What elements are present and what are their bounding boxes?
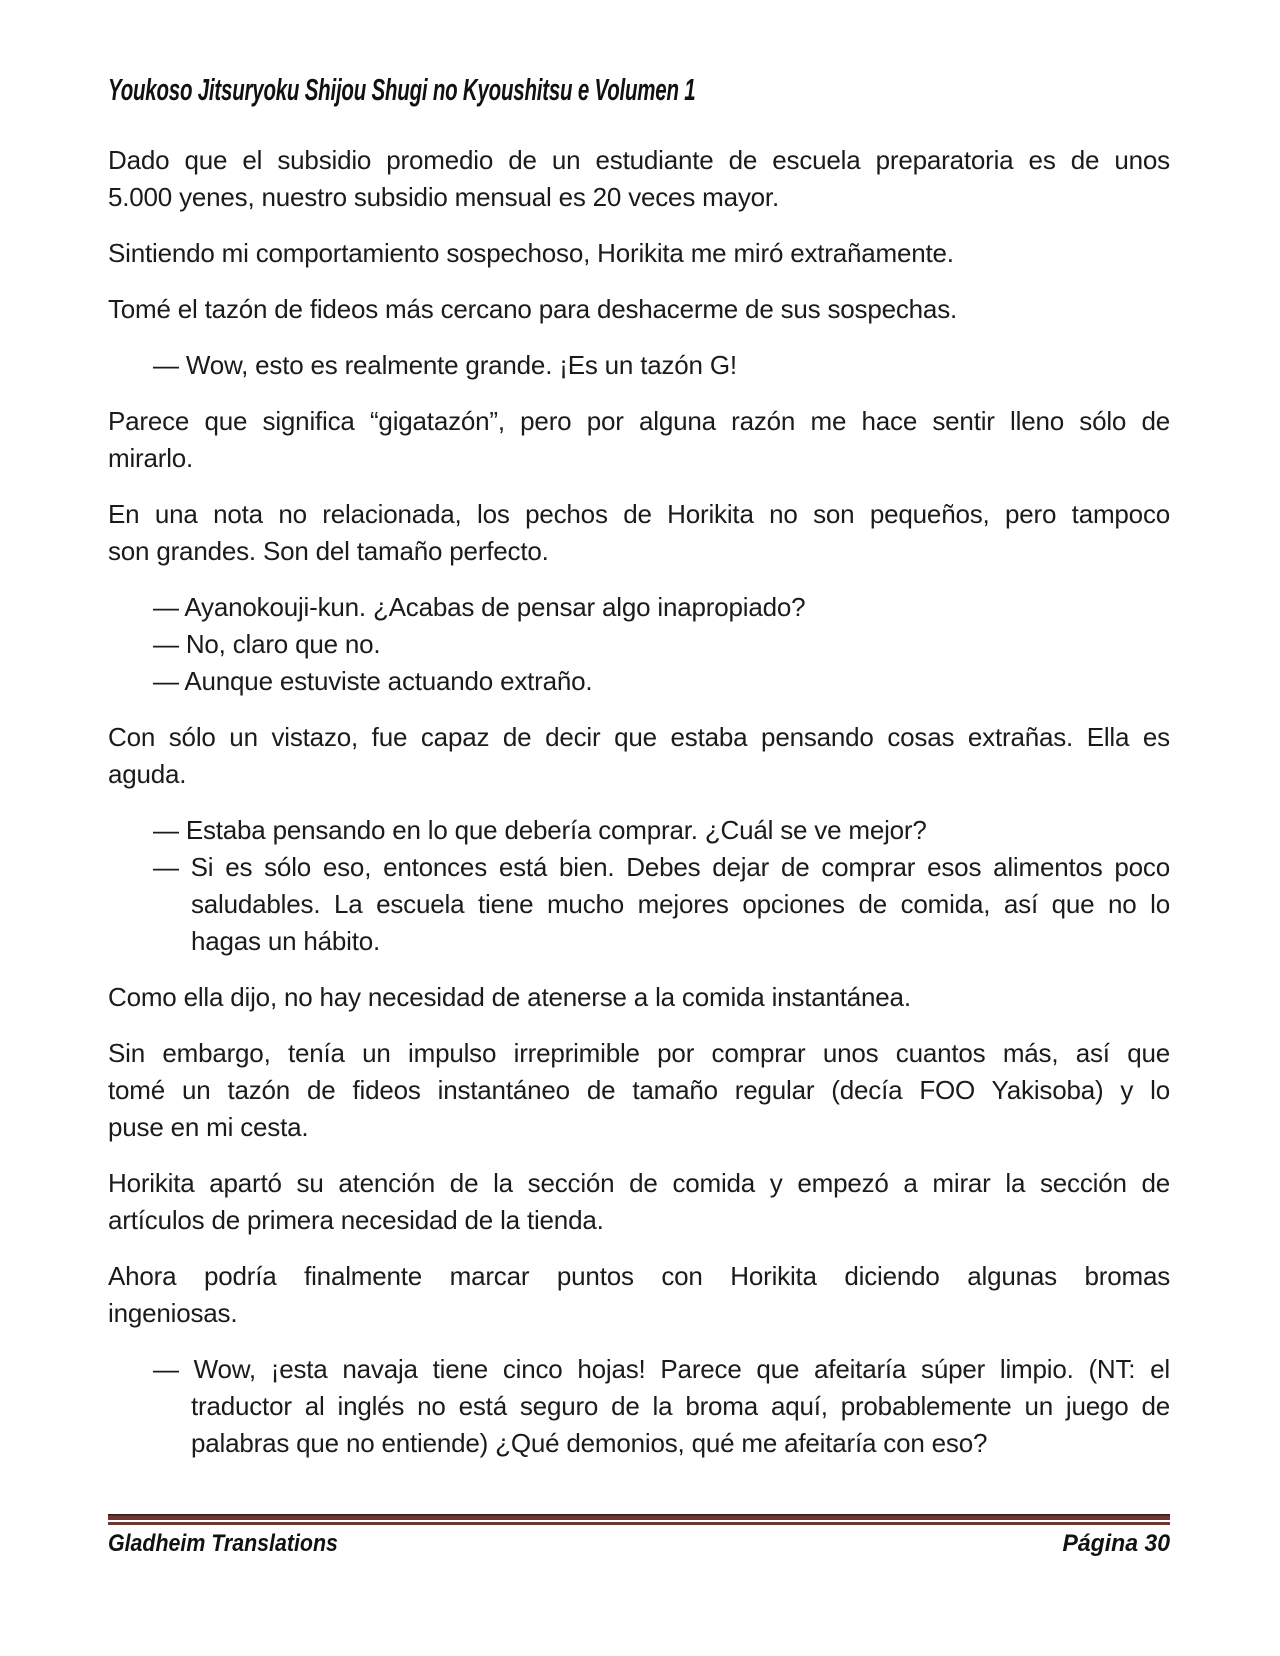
paragraph xyxy=(108,403,1170,477)
paragraph xyxy=(108,1258,1170,1332)
body-line: Sin embargo, tenía un impulso irreprimible por comprar unos cuantos más, así que xyxy=(108,1038,1170,1068)
page-title: Youkoso Jitsuryoku Shijou Shugi no Kyoushitsu e Volumen 1 xyxy=(108,72,696,107)
footer-rule xyxy=(108,1514,1170,1525)
dialogue-block xyxy=(108,589,1170,700)
dialogue-line: palabras que no entiende) ¿Qué demonios, qué me afeitaría con eso? xyxy=(191,1428,988,1458)
page-body xyxy=(108,142,1170,1481)
dialogue-line: — Estaba pensando en lo que debería comprar. ¿Cuál se ve mejor? xyxy=(153,815,927,845)
dialogue-line: — Ayanokouji-kun. ¿Acabas de pensar algo inapropiado? xyxy=(153,592,806,622)
body-line: aguda. xyxy=(108,759,187,789)
body-line: Como ella dijo, no hay necesidad de atenerse a la comida instantánea. xyxy=(108,982,911,1012)
body-line: puse en mi cesta. xyxy=(108,1112,309,1142)
body-line: Horikita apartó su atención de la sección de comida y empezó a mirar la sección de xyxy=(108,1168,1170,1198)
paragraph xyxy=(108,1165,1170,1239)
body-line: ingeniosas. xyxy=(108,1298,238,1328)
dialogue-block xyxy=(108,1351,1170,1462)
body-line: Con sólo un vistazo, fue capaz de decir que estaba pensando cosas extrañas. Ella es xyxy=(108,722,1170,752)
paragraph xyxy=(108,142,1170,216)
body-line: artículos de primera necesidad de la tienda. xyxy=(108,1205,604,1235)
dialogue-line: hagas un hábito. xyxy=(191,926,381,956)
paragraph xyxy=(108,719,1170,793)
dialogue-line: — No, claro que no. xyxy=(153,629,381,659)
paragraph xyxy=(108,1035,1170,1146)
body-line: En una nota no relacionada, los pechos de Horikita no son pequeños, pero tampoco xyxy=(108,499,1170,529)
paragraph xyxy=(108,235,1170,272)
dialogue-line: — Aunque estuviste actuando extraño. xyxy=(153,666,593,696)
body-line: Sintiendo mi comportamiento sospechoso, Horikita me miró extrañamente. xyxy=(108,238,954,268)
dialogue-line: saludables. La escuela tiene mucho mejores opciones de comida, así que no lo xyxy=(191,889,1170,919)
dialogue-line: — Wow, esto es realmente grande. ¡Es un tazón G! xyxy=(153,350,737,380)
paragraph xyxy=(108,496,1170,570)
paragraph xyxy=(108,979,1170,1016)
page-footer xyxy=(108,1530,1170,1559)
body-line: Parece que significa “gigatazón”, pero por alguna razón me hace sentir lleno sólo de xyxy=(108,406,1170,436)
body-line: Tomé el tazón de fideos más cercano para deshacerme de sus sospechas. xyxy=(108,294,958,324)
dialogue-block xyxy=(108,812,1170,960)
dialogue-block xyxy=(108,347,1170,384)
footer-page-number: Página 30 xyxy=(1062,1530,1170,1557)
body-line: tomé un tazón de fideos instantáneo de tamaño regular (decía FOO Yakisoba) y lo xyxy=(108,1075,1170,1105)
body-line: Dado que el subsidio promedio de un estudiante de escuela preparatoria es de unos xyxy=(108,145,1170,175)
footer-rule-thin-line xyxy=(108,1522,1170,1525)
paragraph xyxy=(108,291,1170,328)
dialogue-line: — Wow, ¡esta navaja tiene cinco hojas! Parece que afeitaría súper limpio. (NT: el xyxy=(153,1354,1170,1384)
body-line: Ahora podría finalmente marcar puntos con Horikita diciendo algunas bromas xyxy=(108,1261,1170,1291)
body-line: mirarlo. xyxy=(108,443,194,473)
footer-translator-name: Gladheim Translations xyxy=(108,1530,338,1557)
body-line: 5.000 yenes, nuestro subsidio mensual es 20 veces mayor. xyxy=(108,182,779,212)
body-line: son grandes. Son del tamaño perfecto. xyxy=(108,536,549,566)
dialogue-line: — Si es sólo eso, entonces está bien. Debes dejar de comprar esos alimentos poco xyxy=(153,852,1170,882)
page-header xyxy=(108,74,1170,105)
dialogue-line: traductor al inglés no está seguro de la broma aquí, probablemente un juego de xyxy=(191,1391,1170,1421)
